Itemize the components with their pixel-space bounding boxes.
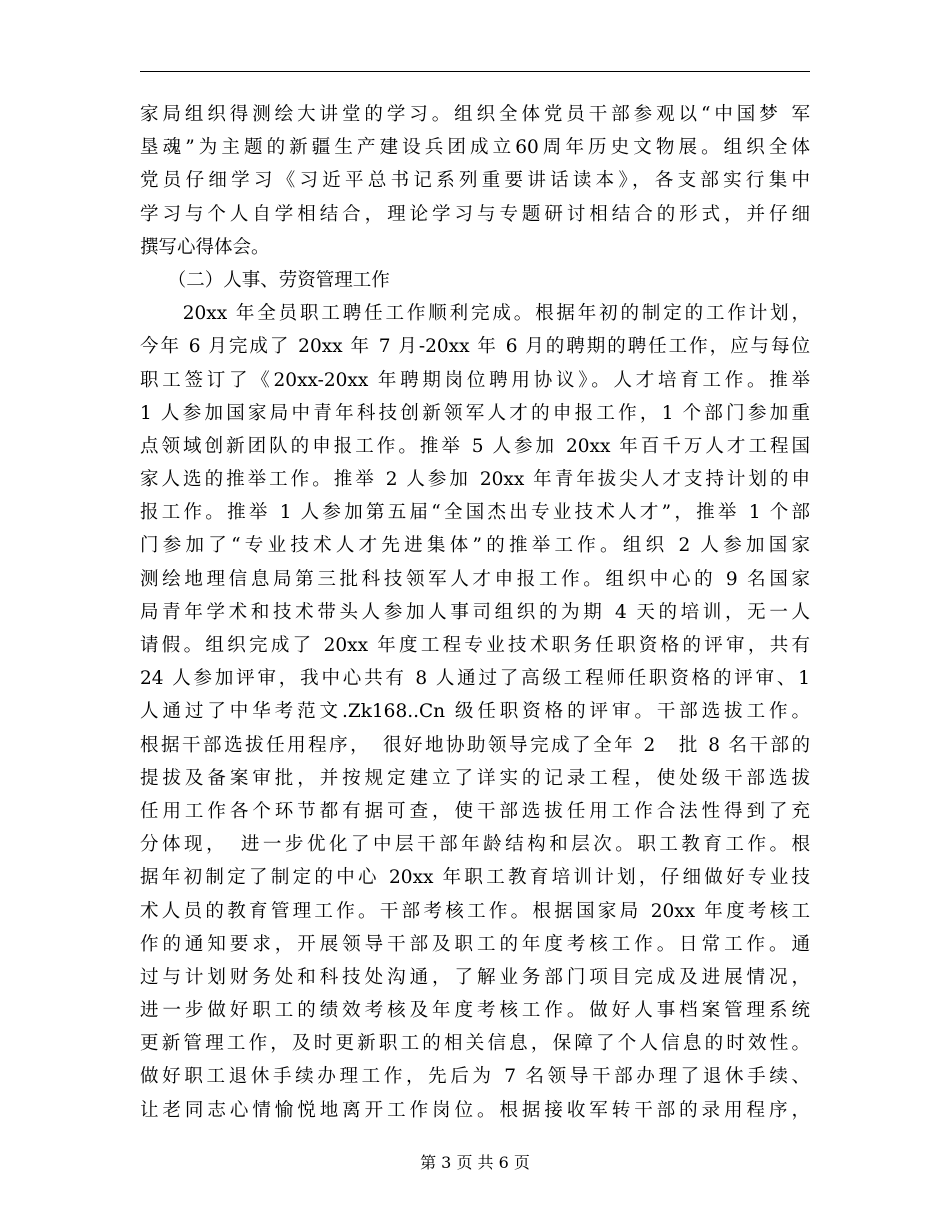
text-line: 门参加了“专业技术人才先进集体”的推举工作。组织 2 人参加国家 [140,535,810,557]
text-line: 提拔及备案审批，并按规定建立了详实的记录工程，使处级干部选拔 [140,767,810,789]
text-line: 作的通知要求，开展领导干部及职工的年度考核工作。日常工作。通 [140,933,810,955]
text-line: 根据干部选拔任用程序， 很好地协助领导完成了全年 2 批 8 名干部的 [140,734,810,756]
text-line: 职工签订了《20xx-20xx 年聘期岗位聘用协议》。人才培育工作。推举 [140,369,810,391]
text-line: 据年初制定了制定的中心 20xx 年职工教育培训计划，仔细做好专业技 [140,867,810,889]
text-line: 请假。组织完成了 20xx 年度工程专业技术职务任职资格的评审，共有 [140,635,810,656]
text-line: 过与计划财务处和科技处沟通，了解业务部门项目完成及进展情况， [140,966,810,988]
text-line: 人通过了中华考范文.Zk168..Cn 级任职资格的评审。干部选拔工作。 [140,701,810,723]
text-line: 做好职工退休手续办理工作，先后为 7 名领导干部办理了退休手续、 [140,1066,810,1088]
text-line: 让老同志心情愉悦地离开工作岗位。根据接收军转干部的录用程序， [140,1099,810,1121]
text-line: 学习与个人自学相结合，理论学习与专题研讨相结合的形式，并仔细 [140,203,810,225]
text-line: 24 人参加评审，我中心共有 8 人通过了高级工程师任职资格的评审、1 [140,668,810,690]
text-line: 术人员的教育管理工作。干部考核工作。根据国家局 20xx 年度考核工 [140,900,810,922]
text-line: 局青年学术和技术带头人参加人事司组织的为期 4 天的培训，无一人 [140,601,810,623]
text-line: 家局组织得测绘大讲堂的学习。组织全体党员干部参观以“中国梦 军 [140,104,810,125]
document-body [140,98,810,1127]
text-line: 进一步做好职工的绩效考核及年度考核工作。做好人事档案管理系统 [140,1000,810,1022]
text-line: 垦魂”为主题的新疆生产建设兵团成立60周年历史文物展。组织全体 [140,137,810,159]
page-footer: 第 3 页 共 6 页 [420,1153,530,1172]
text-line: 测绘地理信息局第三批科技领军人才申报工作。组织中心的 9 名国家 [140,568,810,590]
text-line: 分体现， 进一步优化了中层干部年龄结构和层次。职工教育工作。根 [140,834,810,856]
text-line: （二）人事、劳资管理工作 [140,269,390,291]
text-line: 任用工作各个环节都有据可查，使干部选拔任用工作合法性得到了充 [140,800,810,822]
text-line: 撰写心得体会。 [140,236,270,258]
text-line: 1 人参加国家局中青年科技创新领军人才的申报工作，1 个部门参加重 [140,402,810,424]
text-line: 更新管理工作，及时更新职工的相关信息，保障了个人信息的时效性。 [140,1033,810,1055]
header-rule [140,71,810,72]
text-line: 点领域创新团队的申报工作。推举 5 人参加 20xx 年百千万人才工程国 [140,435,810,457]
text-line: 家人选的推举工作。推举 2 人参加 20xx 年青年拔尖人才支持计划的申 [140,469,810,491]
text-line: 报工作。推举 1 人参加第五届“全国杰出专业技术人才”，推举 1 个部 [140,502,810,524]
text-line: 党员仔细学习《习近平总书记系列重要讲话读本》，各支部实行集中 [140,170,810,192]
text-line: 20xx 年全员职工聘任工作顺利完成。根据年初的制定的工作计划， [140,303,810,325]
text-line: 今年 6 月完成了 20xx 年 7 月-20xx 年 6 月的聘期的聘任工作，应与每位 [140,336,810,358]
